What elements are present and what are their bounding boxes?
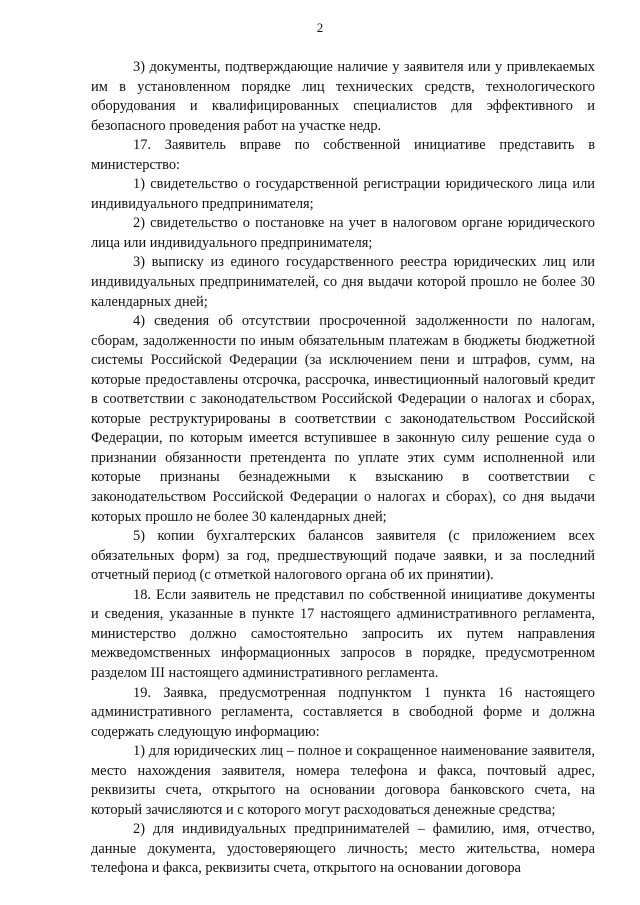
paragraph-17-item-1: 1) свидетельство о государственной регистрации юридического лица или индивидуального предпринимателя; <box>91 176 595 212</box>
paragraph-17-item-5: 5) копии бухгалтерских балансов заявителя (с приложением всех обязательных форм) за год, предшествующий подаче заявки, и за последний отчетный период (с отметкой налогового органа об их принятии). <box>91 528 595 584</box>
paragraph-19-intro: 19. Заявка, предусмотренная подпунктом 1 пункта 16 настоящего административного регламента, составляется в свободной форме и должна содержать следующую информацию: <box>91 684 595 740</box>
paragraph-item-3-technical-means: 3) документы, подтверждающие наличие у заявителя или у привлекаемых им в установленном порядке лиц технических средств, технологического оборудования и квалифицированных специалистов для эффективного и безопасного проведения работ на участке недр. <box>91 59 595 134</box>
paragraph-19-item-2: 2) для индивидуальных предпринимателей – фамилию, имя, отчество, данные документа, удостоверяющего личность; место жительства, номера телефона и факса, реквизиты счета, открытого на основании договора <box>91 821 595 877</box>
paragraph-17-item-2: 2) свидетельство о постановке на учет в налоговом органе юридического лица или индивидуального предпринимателя; <box>91 215 595 251</box>
paragraph-17-item-3: 3) выписку из единого государственного реестра юридических лиц или индивидуальных предпринимателей, со дня выдачи которой прошло не более 30 календарных дней; <box>91 254 595 310</box>
paragraph-17-item-4: 4) сведения об отсутствии просроченной задолженности по налогам, сборам, задолженности по иным обязательным платежам в бюджеты бюджетной системы Российской Федерации (за исключением пени и штрафов, сумм, на которые предоставлены отсрочка, рассрочка, инвестиционный налоговый кредит в соответствии с законодательством Российской Федерации о налогах и сборах, которые реструктурированы в соответствии с законодательством Российской Федерации, по которым имеется вступившее в законную силу решение суда о признании обязанности претендента по уплате этих сумм исполненной или которые признаны безнадежными к взысканию в соответствии с законодательством Российской Федерации о налогах и сборах), со дня выдачи которых прошло не более 30 календарных дней; <box>91 313 595 525</box>
paragraph-18: 18. Если заявитель не представил по собственной инициативе документы и сведения, указанные в пункте 17 настоящего административного регламента, министерство должно самостоятельно запросить их путем направления межведомственных информационных запросов в порядке, предусмотренном разделом III настоящего административного регламента. <box>91 586 595 681</box>
page-number: 2 <box>316 20 324 35</box>
document-body <box>91 58 595 879</box>
paragraph-17-intro: 17. Заявитель вправе по собственной инициативе представить в министерство: <box>91 137 595 173</box>
paragraph-19-item-1: 1) для юридических лиц – полное и сокращенное наименование заявителя, место нахождения заявителя, номера телефона и факса, почтовый адрес, реквизиты счета, открытого на основании договора банковского счета, на который зачисляются и с которого могут расходоваться денежные средства; <box>91 743 595 818</box>
